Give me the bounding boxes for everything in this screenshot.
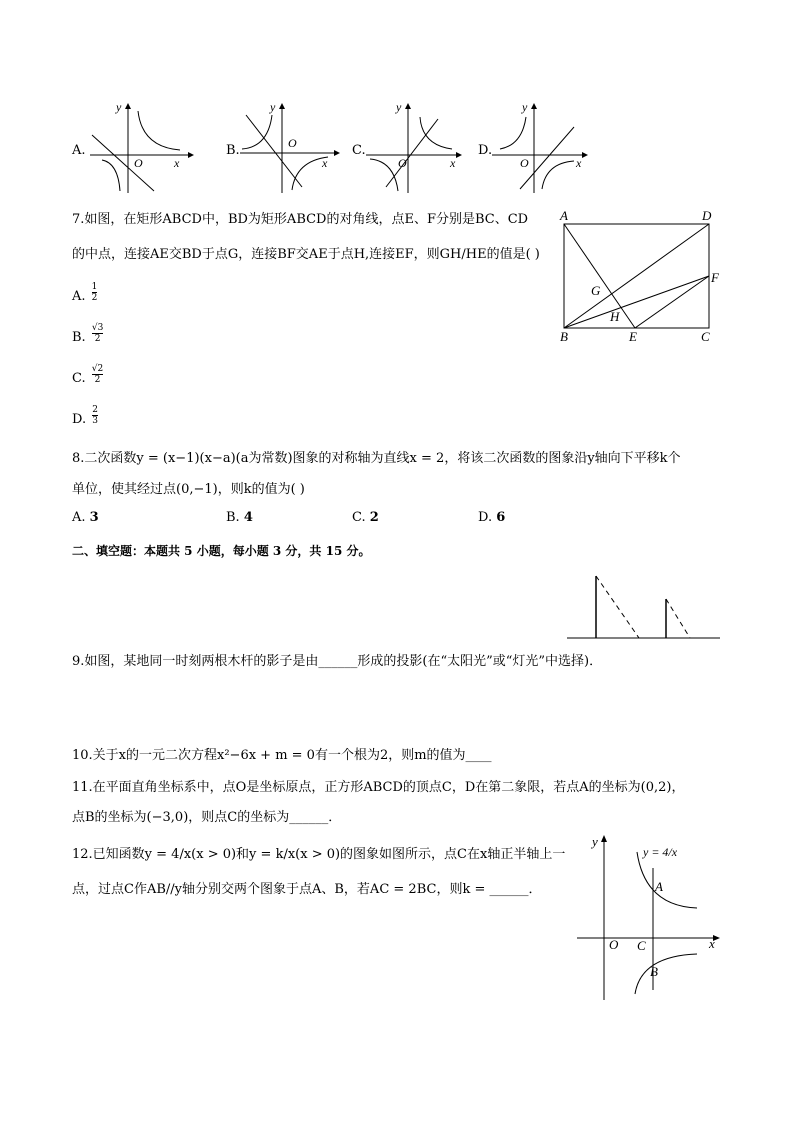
q7-rectangle-figure	[555, 205, 730, 345]
q12-label-x: x	[709, 936, 715, 951]
q7-label-b: B	[560, 329, 568, 344]
q6-graph-c	[364, 95, 474, 195]
q12-label-b: B	[650, 964, 658, 979]
q6-option-b-label: B.	[226, 143, 240, 158]
q8-line2: 单位，使其经过点(0,−1)，则k的值为( )	[72, 482, 305, 497]
q7-label-h: H	[610, 309, 620, 324]
q6-option-d-label: D.	[478, 143, 493, 158]
q12-graph-figure	[575, 828, 725, 1003]
section-2-heading: 二、填空题：本题共 5 小题，每小题 3 分，共 15 分。	[72, 544, 371, 558]
q7-option-a: A. $\frac{1}{2}$	[72, 282, 98, 304]
svg-text:x: x	[450, 156, 456, 170]
q7-option-c: C. $\frac{√2}{2}$	[72, 364, 104, 386]
q12-label-func: y = 4/x	[643, 845, 678, 859]
q11-line2: 点B的坐标为(−3,0)，则点C的坐标为______．	[72, 810, 342, 825]
q6-graph-d	[490, 95, 600, 195]
q12-label-o: O	[609, 937, 619, 952]
q8-option-b: B. 4	[226, 510, 253, 525]
q8-line1: 8.二次函数y = (x−1)(x−a)(a为常数)图象的对称轴为直线x = 2，将该二次函数的图象沿y轴向下平移k个	[72, 451, 681, 466]
q12-label-y: y	[592, 834, 598, 849]
q6-a-o: O	[134, 156, 143, 170]
q6-graph-a	[88, 95, 198, 195]
svg-text:O: O	[520, 156, 529, 170]
q8-option-a: A. 3	[72, 510, 99, 525]
q12-label-a: A	[655, 879, 663, 894]
q8-option-d: D. 6	[478, 510, 506, 525]
q7-line1: 7.如图，在矩形ABCD中，BD为矩形ABCD的对角线，点E、F分别是BC、CD	[72, 212, 529, 227]
q6-option-c-label: C.	[352, 143, 366, 158]
q6-graph-b	[238, 95, 348, 195]
q6-options	[0, 95, 794, 195]
svg-text:O: O	[398, 156, 407, 170]
q7-label-a: A	[560, 208, 568, 223]
svg-text:x: x	[576, 156, 582, 170]
q8-option-c: C. 2	[352, 510, 379, 525]
q9-text: 9.如图，某地同一时刻两根木杆的影子是由______形成的投影(在“太阳光”或“灯光”中选择)．	[72, 654, 603, 669]
svg-text:y: y	[270, 100, 276, 114]
svg-text:O: O	[288, 136, 297, 150]
q9-shadow-figure	[565, 570, 725, 645]
svg-text:x: x	[322, 156, 328, 170]
q12-line2: 点，过点C作AB//y轴分别交两个图象于点A、B，若AC = 2BC，则k = ______．	[72, 882, 542, 897]
q6-a-y: y	[116, 100, 122, 114]
q7-label-d: D	[702, 208, 712, 223]
svg-text:y: y	[396, 100, 402, 114]
q7-label-g: G	[591, 283, 601, 298]
q6-a-x: x	[174, 156, 180, 170]
q6-option-a-label: A.	[72, 143, 86, 158]
q7-option-b: B. $\frac{√3}{2}$	[72, 323, 104, 345]
q12-line1: 12.已知函数y = 4/x(x > 0)和y = k/x(x > 0)的图象如图所示，点C在x轴正半轴上一	[72, 847, 566, 862]
svg-text:y: y	[522, 100, 528, 114]
q11-line1: 11.在平面直角坐标系中，点O是坐标原点，正方形ABCD的顶点C，D在第二象限，若点A的坐标为(0,2)，	[72, 780, 685, 795]
q7-option-d: D. $\frac{2}{3}$	[72, 405, 98, 427]
q7-line2: 的中点，连接AE交BD于点G，连接BF交AE于点H,连接EF，则GH/HE的值是( )	[72, 247, 540, 262]
q7-label-f: F	[711, 270, 719, 285]
q7-label-e: E	[629, 329, 637, 344]
q7-label-c: C	[701, 329, 710, 344]
q12-label-c: C	[637, 938, 646, 953]
q10-text: 10.关于x的一元二次方程x²−6x + m = 0有一个根为2，则m的值为____	[72, 748, 492, 763]
